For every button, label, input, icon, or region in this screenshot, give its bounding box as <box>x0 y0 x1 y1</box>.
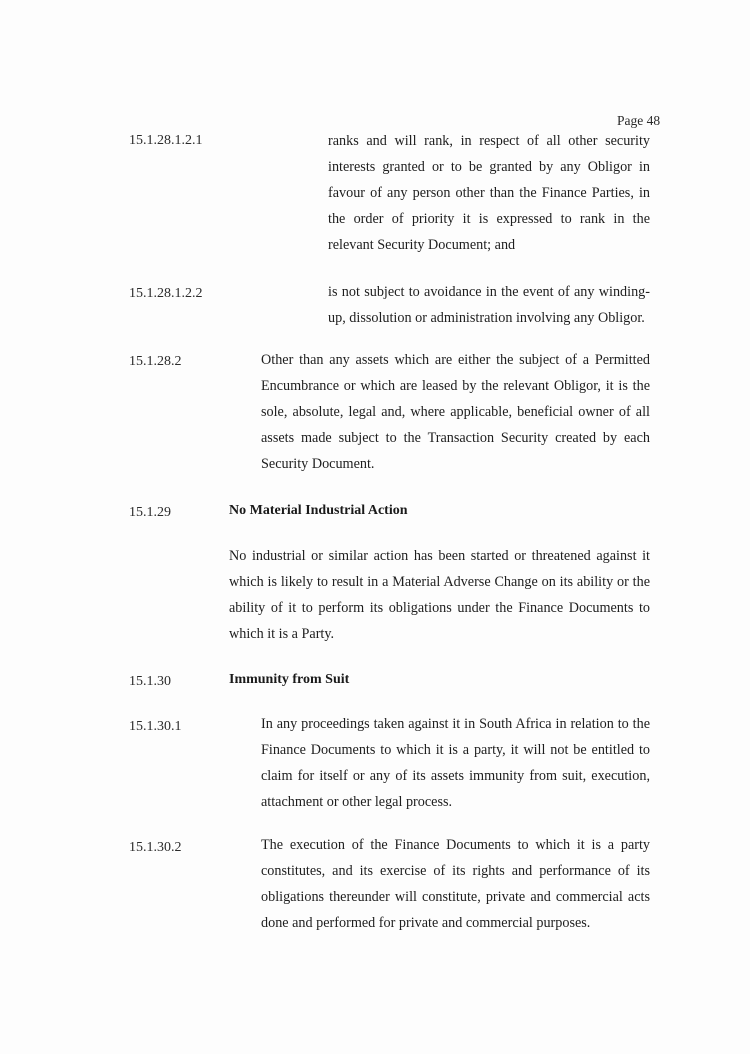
clause-number: 15.1.28.1.2.2 <box>129 286 203 301</box>
clause-text: In any proceedings taken against it in South Africa in relation to the Finance Documents to which it is a party, it will not be entitled to claim for itself or any of its assets immunity from suit, execution, attachment or other legal process. <box>261 716 650 810</box>
clause-text: ranks and will rank, in respect of all other security interests granted or to be granted by any Obligor in favour of any person other than the Finance Parties, in the order of priority it is expressed to rank in the relevant Security Document; and <box>328 133 650 253</box>
clause-text: The execution of the Finance Documents to which it is a party constitutes, and its exercise of its rights and performance of its obligations thereunder will constitute, private and commercial acts done and performed for private and commercial purposes. <box>261 837 650 931</box>
clause-text: No industrial or similar action has been started or threatened against it which is likely to result in a Material Adverse Change on its ability or the ability of it to perform its obligations under the Finance Documents to which it is a Party. <box>229 548 650 642</box>
section-heading: Immunity from Suit <box>229 672 350 687</box>
clause-number: 15.1.30 <box>129 674 171 689</box>
clause-text: Other than any assets which are either the subject of a Permitted Encumbrance or which are leased by the relevant Obligor, it is the sole, absolute, legal and, where applicable, beneficial owner of all assets made subject to the Transaction Security created by each Security Document. <box>261 352 650 472</box>
clause-number: 15.1.30.1 <box>129 719 182 734</box>
clause-number: 15.1.28.2 <box>129 354 182 369</box>
clause-number: 15.1.30.2 <box>129 840 182 855</box>
page-number: Page 48 <box>617 113 661 128</box>
clause-text: is not subject to avoidance in the event of any winding-up, dissolution or administration involving any Obligor. <box>328 284 650 326</box>
clause-number: 15.1.28.1.2.1 <box>129 133 203 148</box>
section-heading: No Material Industrial Action <box>229 503 408 518</box>
clause-number: 15.1.29 <box>129 505 171 520</box>
